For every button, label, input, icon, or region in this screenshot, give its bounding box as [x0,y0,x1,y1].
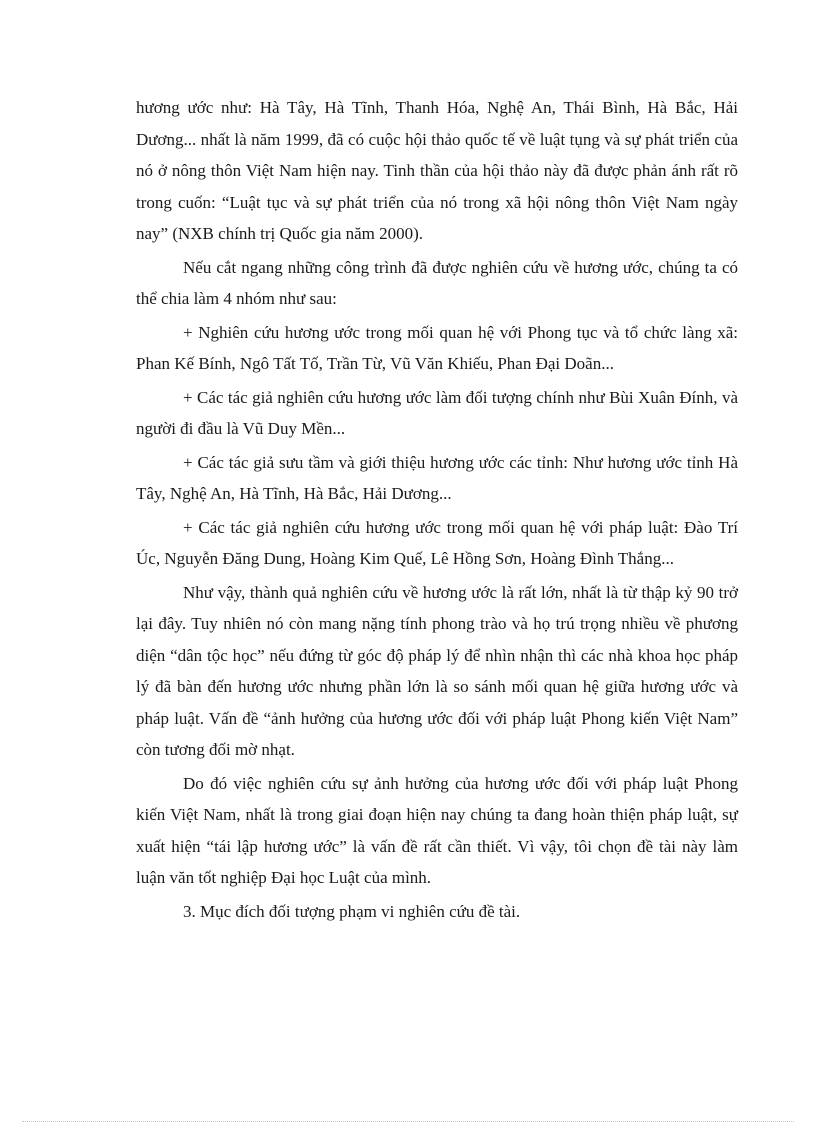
paragraph-group-2: + Các tác giả nghiên cứu hương ước làm đối tượng chính như Bùi Xuân Đính, và người đi đầu là Vũ Duy Mền... [136,387,738,438]
paragraph-group-3: + Các tác giả sưu tầm và giới thiệu hương ước các tỉnh: Như hương ước tỉnh Hà Tây, Nghệ An, Hà Tĩnh, Hà Bắc, Hải Dương... [136,452,738,503]
paragraph-rationale: Do đó việc nghiên cứu sự ảnh hưởng của hương ước đối với pháp luật Phong kiến Việt Nam, nhất là trong giai đoạn hiện nay chúng ta đang hoàn thiện pháp luật, sự xuất hiện “tái lập hương ước” là vấn đề rất cần thiết. Vì vậy, tôi chọn đề tài này làm luận văn tốt nghiệp Đại học Luật của mình. [136,773,738,887]
section-heading: 3. Mục đích đối tượng phạm vi nghiên cứu đề tài. [183,901,521,921]
document-body [136,92,738,929]
footer-divider [22,1121,794,1122]
paragraph-classification-intro: Nếu cắt ngang những công trình đã được nghiên cứu về hương ước, chúng ta có thể chia làm 4 nhóm như sau: [136,257,738,308]
paragraph-group-1: + Nghiên cứu hương ước trong mối quan hệ với Phong tục và tổ chức làng xã: Phan Kế Bính, Ngô Tất Tố, Trần Từ, Vũ Văn Khiếu, Phan Đại Doãn... [136,322,738,373]
paragraph-continuation: hương ước như: Hà Tây, Hà Tĩnh, Thanh Hóa, Nghệ An, Thái Bình, Hà Bắc, Hải Dương... nhất là năm 1999, đã có cuộc hội thảo quốc tế về luật tụng và sự phát triển của nó ở nông thôn Việt Nam hiện nay. Tinh thần của hội thảo này đã được phản ánh rất rõ trong cuốn: “Luật tục và sự phát triển của nó trong xã hội nông thôn Việt Nam ngày nay” (NXB chính trị Quốc gia năm 2000). [136,98,738,243]
paragraph-assessment: Như vậy, thành quả nghiên cứu về hương ước là rất lớn, nhất là từ thập kỷ 90 trở lại đây. Tuy nhiên nó còn mang nặng tính phong trào và họ trú trọng nhiều về phương diện “dân tộc học” nếu đứng từ góc độ pháp lý để nhìn nhận thì các nhà khoa học pháp lý đã bàn đến hương ước nhưng phần lớn là so sánh mối quan hệ giữa hương ước và pháp luật. Vấn đề “ảnh hưởng của hương ước đối với pháp luật Phong kiến Việt Nam” còn tương đối mờ nhạt. [136,582,738,759]
paragraph-group-4: + Các tác giả nghiên cứu hương ước trong mối quan hệ với pháp luật: Đào Trí Úc, Nguyễn Đăng Dung, Hoàng Kim Quế, Lê Hồng Sơn, Hoàng Đình Thắng... [136,517,738,568]
